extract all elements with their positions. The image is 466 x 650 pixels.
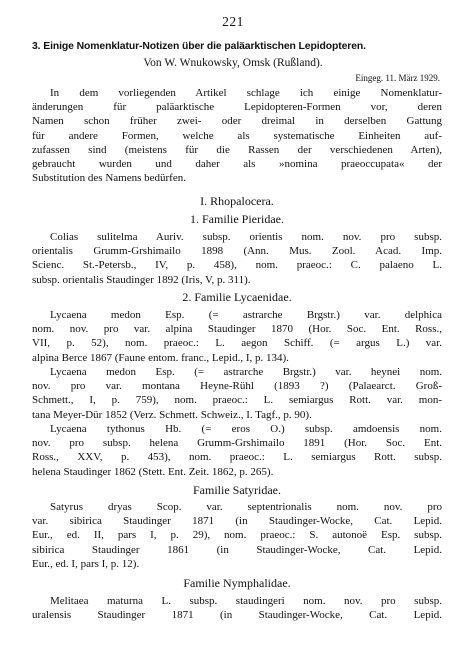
entry-line: Colias sulitelma Auriv. subsp. orientis nom. nov. pro subsp. — [50, 231, 442, 243]
intro-line: gebraucht wurden und daher als »nomina praeoccupata« der — [32, 158, 442, 171]
article-title: 3. Einige Nomenklatur-Notizen über die paläarktischen Lepidopteren. — [32, 41, 366, 52]
page-number: 221 — [222, 14, 244, 29]
entry-line: helena Staudinger 1862 (Stett. Ent. Zeit. 1862, p. 265). — [32, 465, 274, 478]
intro-line: zufassen sind (meistens für die Rassen der verschiedenen Arten), — [32, 143, 442, 156]
entry-lycaena-heynei — [32, 365, 442, 422]
entry-line: Eur., ed. II, pars I, p. 29), nom. praeoc.: S. autonoë Esp. subsp. — [32, 529, 442, 542]
entry-line: Lycaena tythonus Hb. (= eros O.) subsp. amdoensis nom. — [50, 423, 442, 435]
entry-line: subsp. orientalis Staudinger 1892 (Iris, V, p. 311). — [32, 273, 251, 286]
intro-line: änderungen für paläarktische Lepidopteren-Formen vor, deren — [32, 101, 442, 114]
intro-line: In dem vorliegenden Artikel schlage ich einige Nomenklatur- — [50, 87, 442, 99]
family-heading: 2. Familie Lycaenidae. — [182, 290, 292, 304]
section-heading: I. Rhopalocera. — [200, 194, 274, 208]
family-heading: 1. Familie Pieridae. — [190, 212, 284, 226]
received-date: Eingeg. 11. März 1929. — [355, 73, 440, 83]
entry-colias — [32, 230, 442, 287]
author-line: Von W. Wnukowsky, Omsk (Rußland). — [143, 57, 323, 69]
intro-line: Substitution des Namens bedürfen. — [32, 172, 186, 185]
entry-line: var. sibirica Staudinger 1871 (in Staudinger-Wocke, Cat. Lepid. — [32, 515, 442, 528]
intro-line: für andere Formen, welche als systematische Einheiten auf- — [32, 129, 442, 142]
entry-lycaena-amdoensis — [32, 422, 442, 479]
entry-line: Scienc. St.-Petersb., IV, p. 458), nom. praeoc.: C. palaeno L. — [32, 259, 442, 272]
entry-line: VII, p. 52), nom. praeoc.: L. aegon Schiff. (= argus L.) var. — [32, 337, 442, 350]
entry-line: nov. pro subsp. helena Grumm-Grshimailo 1891 (Hor. Soc. Ent. — [32, 437, 442, 450]
intro-paragraph — [32, 86, 442, 185]
entry-line: tana Meyer-Dür 1852 (Verz. Schmett. Schweiz., I. Tagf., p. 90). — [32, 408, 312, 421]
entry-line: Schmett., I, p. 759), nom. praeoc.: L. semiargus Rott. var. mon- — [32, 394, 442, 407]
entry-line: alpina Berce 1867 (Faune entom. franc., Lepid., I, p. 134). — [32, 351, 289, 364]
entry-line: Lycaena medon Esp. (= astrarche Brgstr.) var. delphica — [50, 309, 442, 321]
entry-line: sibirica Staudinger 1861 (in Staudinger-Wocke, Cat. Lepid. — [32, 543, 442, 556]
entry-line: Satyrus dryas Scop. var. septentrionalis nom. nov. pro — [50, 501, 442, 513]
entry-line: orientalis Grumm-Grshimailo 1898 (Ann. Mus. Zool. Acad. Imp. — [32, 245, 442, 258]
entry-lycaena-delphica — [32, 308, 442, 365]
entry-line: Ross., XXV, p. 453), nom. praeoc.: L. semiargus Rott. subsp. — [32, 451, 442, 464]
family-heading: Familie Satyridae. — [193, 483, 281, 497]
entry-melitaea — [32, 594, 442, 622]
entry-line: uralensis Staudinger 1871 (in Staudinger-Wocke, Cat. Lepid. — [32, 609, 442, 622]
intro-line: Namen schon früher zwei- oder dreimal in derselben Gattung — [32, 115, 442, 128]
entry-line: nov. pro var. montana Heyne-Rühl (1893 ?) (Palaearct. Groß- — [32, 380, 442, 393]
entry-line: Melitaea maturna L. subsp. staudingeri nom. nov. pro subsp. — [50, 595, 442, 607]
entry-line: Lycaena medon Esp. (= astrarche Brgstr.) var. heynei nom. — [50, 366, 442, 378]
entry-line: Eur., ed. I, pars I, p. 12). — [32, 557, 140, 570]
family-heading: Familie Nymphalidae. — [183, 576, 291, 590]
entry-satyrus — [32, 500, 442, 571]
entry-line: nom. nov. pro var. alpina Staudinger 1870 (Hor. Soc. Ent. Ross., — [32, 323, 442, 336]
